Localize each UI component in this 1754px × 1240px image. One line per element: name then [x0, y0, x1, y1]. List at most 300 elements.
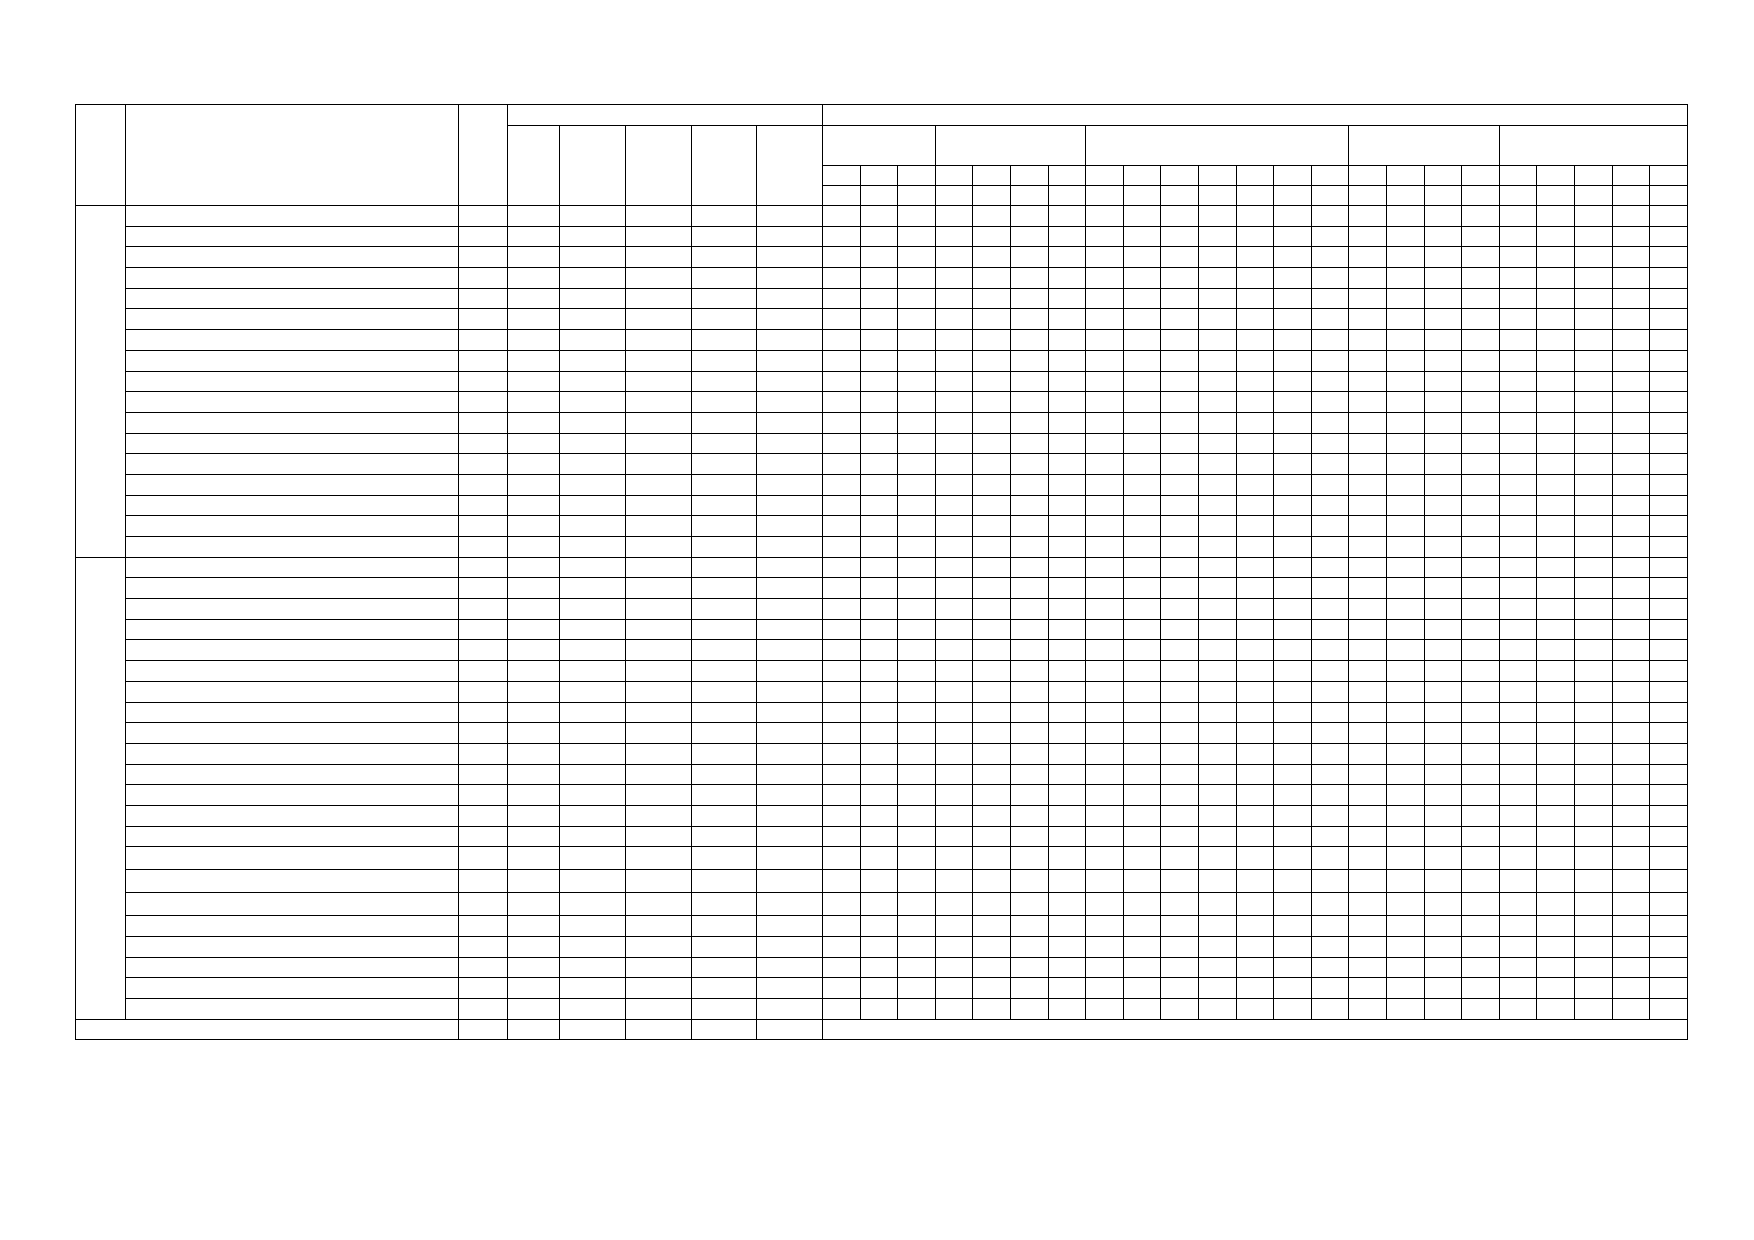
clause-cell: [1424, 392, 1462, 413]
clause-cell: [1048, 226, 1086, 247]
header-subclause-prefix: [1274, 166, 1312, 186]
clause-cell: [1311, 474, 1349, 495]
credit-poc1: [508, 957, 560, 978]
credit-poc5: [757, 268, 823, 289]
check-mark-icon: [1424, 702, 1462, 723]
course-credit: [459, 454, 508, 475]
clause-cell: [1349, 495, 1387, 516]
clause-cell: [1574, 495, 1612, 516]
clause-cell: [1650, 206, 1688, 227]
clause-cell: [1462, 206, 1500, 227]
clause-cell: [1161, 288, 1199, 309]
check-mark-icon: [1274, 957, 1312, 978]
check-mark-icon: [823, 702, 861, 723]
check-mark-icon: [1574, 412, 1612, 433]
check-mark-icon: [1424, 978, 1462, 999]
credit-poc3: [626, 226, 692, 247]
clause-cell: [935, 578, 973, 599]
credit-poc4: [692, 999, 757, 1020]
check-mark-icon: [898, 937, 936, 958]
clause-cell: [1424, 206, 1462, 227]
clause-cell: [1462, 268, 1500, 289]
check-mark-icon: [1236, 516, 1274, 537]
check-mark-icon: [823, 599, 861, 620]
clause-cell: [1462, 516, 1500, 537]
credit-poc2: [560, 999, 626, 1020]
clause-cell: [973, 537, 1011, 558]
check-mark-icon: [1424, 937, 1462, 958]
clause-cell: [1386, 330, 1424, 351]
check-mark-icon: [1199, 557, 1237, 578]
clause-cell: [1123, 392, 1161, 413]
header-subclause-number: [1123, 186, 1161, 206]
course-name: [126, 847, 459, 870]
clause-cell: [898, 247, 936, 268]
clause-cell: [1274, 474, 1312, 495]
total-empty: [823, 1019, 1688, 1039]
clause-cell: [1574, 599, 1612, 620]
clause-cell: [1537, 764, 1575, 785]
header-subclause-prefix: [1462, 166, 1500, 186]
clause-cell: [1236, 226, 1274, 247]
clause-cell: [1462, 247, 1500, 268]
credit-poc5: [757, 247, 823, 268]
clause-cell: [1311, 870, 1349, 893]
check-mark-icon: [1311, 702, 1349, 723]
clause-cell: [1349, 557, 1387, 578]
clause-cell: [860, 537, 898, 558]
check-mark-icon: [1424, 847, 1462, 870]
clause-cell: [973, 474, 1011, 495]
credit-poc5: [757, 957, 823, 978]
clause-cell: [1574, 723, 1612, 744]
course-row: [76, 978, 1688, 999]
clause-cell: [1574, 743, 1612, 764]
credit-poc1: [508, 206, 560, 227]
course-name: [126, 474, 459, 495]
credit-poc3: [626, 557, 692, 578]
clause-cell: [1612, 350, 1650, 371]
check-mark-icon: [1048, 978, 1086, 999]
check-mark-icon: [1123, 957, 1161, 978]
credit-poc4: [692, 392, 757, 413]
clause-cell: [1462, 702, 1500, 723]
clause-cell: [1650, 893, 1688, 916]
clause-cell: [1236, 288, 1274, 309]
clause-cell: [1537, 392, 1575, 413]
credit-poc5: [757, 764, 823, 785]
clause-cell: [1048, 309, 1086, 330]
header-subclause-number: [1161, 186, 1199, 206]
check-mark-icon: [1311, 937, 1349, 958]
clause-cell: [1048, 661, 1086, 682]
total-poc2: [560, 1019, 626, 1039]
clause-cell: [1199, 619, 1237, 640]
check-mark-icon: [860, 847, 898, 870]
header-credit-poc5: [757, 126, 823, 206]
clause-cell: [1048, 826, 1086, 847]
clause-cell: [1574, 350, 1612, 371]
check-mark-icon: [1123, 743, 1161, 764]
check-mark-icon: [1274, 702, 1312, 723]
check-mark-icon: [823, 371, 861, 392]
clause-cell: [1311, 557, 1349, 578]
clause-cell: [1011, 330, 1049, 351]
course-name: [126, 957, 459, 978]
credit-poc1: [508, 893, 560, 916]
check-mark-icon: [1086, 371, 1124, 392]
clause-cell: [935, 247, 973, 268]
clause-cell: [935, 847, 973, 870]
clause-cell: [1161, 350, 1199, 371]
clause-cell: [1349, 433, 1387, 454]
check-mark-icon: [1199, 826, 1237, 847]
clause-cell: [973, 454, 1011, 475]
course-credit: [459, 474, 508, 495]
clause-cell: [1462, 599, 1500, 620]
clause-cell: [1161, 999, 1199, 1020]
clause-cell: [898, 661, 936, 682]
clause-cell: [1612, 537, 1650, 558]
clause-cell: [1612, 916, 1650, 937]
clause-cell: [1462, 495, 1500, 516]
clause-cell: [1612, 206, 1650, 227]
clause-cell: [1386, 495, 1424, 516]
clause-cell: [1349, 640, 1387, 661]
course-credit: [459, 723, 508, 744]
check-mark-icon: [1349, 681, 1387, 702]
course-name: [126, 309, 459, 330]
clause-cell: [1311, 826, 1349, 847]
check-mark-icon: [1086, 764, 1124, 785]
credit-poc1: [508, 330, 560, 351]
header-subclause-prefix: [1123, 166, 1161, 186]
clause-cell: [1311, 619, 1349, 640]
clause-cell: [1612, 785, 1650, 806]
check-mark-icon: [1424, 723, 1462, 744]
credit-poc2: [560, 764, 626, 785]
check-mark-icon: [1537, 412, 1575, 433]
header-subclause-number: [1499, 186, 1537, 206]
credit-poc3: [626, 474, 692, 495]
clause-cell: [823, 350, 861, 371]
header-credit: [459, 105, 508, 206]
clause-cell: [1574, 893, 1612, 916]
clause-cell: [1612, 599, 1650, 620]
credit-poc2: [560, 870, 626, 893]
header-subclause-number: [860, 186, 898, 206]
check-mark-icon: [1424, 640, 1462, 661]
clause-cell: [1574, 702, 1612, 723]
clause-cell: [823, 516, 861, 537]
credit-poc2: [560, 723, 626, 744]
credit-poc5: [757, 916, 823, 937]
credit-poc3: [626, 681, 692, 702]
clause-cell: [823, 268, 861, 289]
clause-cell: [935, 330, 973, 351]
clause-cell: [1011, 268, 1049, 289]
header-subclause-prefix: [1311, 166, 1349, 186]
clause-cell: [1574, 557, 1612, 578]
credit-poc4: [692, 764, 757, 785]
course-credit: [459, 702, 508, 723]
clause-cell: [1349, 330, 1387, 351]
credit-poc1: [508, 681, 560, 702]
clause-cell: [1236, 537, 1274, 558]
check-mark-icon: [1650, 599, 1688, 620]
clause-cell: [1462, 870, 1500, 893]
course-credit: [459, 978, 508, 999]
check-mark-icon: [1349, 978, 1387, 999]
credit-poc2: [560, 557, 626, 578]
check-mark-icon: [823, 785, 861, 806]
course-name: [126, 916, 459, 937]
check-mark-icon: [1386, 847, 1424, 870]
clause-cell: [1612, 805, 1650, 826]
clause-cell: [1236, 957, 1274, 978]
clause-cell: [1499, 640, 1537, 661]
header-subclause-prefix: [1650, 166, 1688, 186]
clause-cell: [973, 937, 1011, 958]
credit-poc3: [626, 805, 692, 826]
credit-poc3: [626, 309, 692, 330]
credit-poc5: [757, 578, 823, 599]
clause-cell: [1574, 661, 1612, 682]
course-name: [126, 454, 459, 475]
credit-poc3: [626, 433, 692, 454]
clause-cell: [1499, 392, 1537, 413]
clause-cell: [860, 495, 898, 516]
check-mark-icon: [860, 999, 898, 1020]
check-mark-icon: [1236, 916, 1274, 937]
credit-poc2: [560, 661, 626, 682]
check-mark-icon: [935, 640, 973, 661]
check-mark-icon: [1386, 826, 1424, 847]
clause-cell: [898, 206, 936, 227]
clause-cell: [1048, 495, 1086, 516]
credit-poc5: [757, 537, 823, 558]
clause-cell: [1011, 392, 1049, 413]
course-name: [126, 350, 459, 371]
clause-cell: [1499, 454, 1537, 475]
clause-cell: [1086, 309, 1124, 330]
clause-cell: [1311, 743, 1349, 764]
clause-cell: [1311, 516, 1349, 537]
course-row: [76, 226, 1688, 247]
check-mark-icon: [1161, 640, 1199, 661]
clause-cell: [1236, 412, 1274, 433]
clause-cell: [1612, 288, 1650, 309]
clause-cell: [1311, 723, 1349, 744]
check-mark-icon: [1424, 805, 1462, 826]
clause-cell: [823, 537, 861, 558]
clause-cell: [1199, 937, 1237, 958]
clause-cell: [1499, 661, 1537, 682]
course-credit: [459, 578, 508, 599]
clause-cell: [1650, 309, 1688, 330]
course-row: [76, 619, 1688, 640]
check-mark-icon: [1161, 537, 1199, 558]
clause-cell: [1011, 893, 1049, 916]
course-row: [76, 826, 1688, 847]
credit-poc3: [626, 599, 692, 620]
clause-cell: [1424, 433, 1462, 454]
check-mark-icon: [1612, 702, 1650, 723]
clause-cell: [1537, 661, 1575, 682]
credit-poc3: [626, 723, 692, 744]
clause-cell: [1236, 847, 1274, 870]
credit-poc2: [560, 916, 626, 937]
credit-poc3: [626, 916, 692, 937]
clause-cell: [1011, 743, 1049, 764]
credit-poc2: [560, 495, 626, 516]
clause-cell: [1650, 999, 1688, 1020]
clause-cell: [1537, 937, 1575, 958]
clause-cell: [1161, 412, 1199, 433]
credit-poc5: [757, 454, 823, 475]
course-row: [76, 681, 1688, 702]
clause-cell: [1161, 785, 1199, 806]
clause-cell: [1349, 268, 1387, 289]
clause-cell: [1161, 557, 1199, 578]
course-credit: [459, 350, 508, 371]
check-mark-icon: [1499, 371, 1537, 392]
credit-poc3: [626, 743, 692, 764]
clause-cell: [1048, 619, 1086, 640]
clause-cell: [898, 268, 936, 289]
clause-cell: [1499, 785, 1537, 806]
clause-cell: [1424, 599, 1462, 620]
course-name: [126, 743, 459, 764]
credit-poc5: [757, 226, 823, 247]
check-mark-icon: [823, 743, 861, 764]
clause-cell: [1574, 957, 1612, 978]
clause-cell: [1612, 557, 1650, 578]
course-row: [76, 599, 1688, 620]
clause-cell: [1086, 247, 1124, 268]
check-mark-icon: [823, 847, 861, 870]
credit-poc2: [560, 619, 626, 640]
check-mark-icon: [1650, 578, 1688, 599]
check-mark-icon: [1386, 371, 1424, 392]
clause-cell: [1048, 847, 1086, 870]
check-mark-icon: [1386, 978, 1424, 999]
credit-poc4: [692, 537, 757, 558]
clause-cell: [1650, 764, 1688, 785]
course-name: [126, 661, 459, 682]
clause-cell: [1537, 999, 1575, 1020]
check-mark-icon: [860, 826, 898, 847]
clause-cell: [1311, 309, 1349, 330]
credit-poc5: [757, 640, 823, 661]
check-mark-icon: [1011, 412, 1049, 433]
credit-poc4: [692, 516, 757, 537]
course-credit: [459, 893, 508, 916]
check-mark-icon: [1236, 474, 1274, 495]
clause-cell: [1011, 516, 1049, 537]
header-subclause-number: [1274, 186, 1312, 206]
course-credit: [459, 826, 508, 847]
check-mark-icon: [1123, 433, 1161, 454]
course-name: [126, 433, 459, 454]
credit-poc4: [692, 826, 757, 847]
course-name: [126, 516, 459, 537]
clause-cell: [1161, 805, 1199, 826]
clause-cell: [1462, 288, 1500, 309]
course-row: [76, 937, 1688, 958]
clause-cell: [1236, 805, 1274, 826]
credit-poc3: [626, 412, 692, 433]
check-mark-icon: [1386, 681, 1424, 702]
check-mark-icon: [1161, 723, 1199, 744]
clause-cell: [1386, 870, 1424, 893]
course-row: [76, 847, 1688, 870]
check-mark-icon: [1424, 826, 1462, 847]
check-mark-icon: [1311, 978, 1349, 999]
credit-poc4: [692, 661, 757, 682]
clause-cell: [1537, 619, 1575, 640]
check-mark-icon: [1349, 226, 1387, 247]
check-mark-icon: [973, 723, 1011, 744]
clause-cell: [1574, 805, 1612, 826]
clause-cell: [860, 412, 898, 433]
check-mark-icon: [1086, 661, 1124, 682]
clause-cell: [973, 599, 1011, 620]
clause-cell: [1462, 785, 1500, 806]
clause-cell: [1199, 516, 1237, 537]
check-mark-icon: [1274, 999, 1312, 1020]
clause-cell: [1499, 937, 1537, 958]
credit-poc1: [508, 495, 560, 516]
clause-cell: [973, 288, 1011, 309]
credit-poc4: [692, 226, 757, 247]
course-name: [126, 392, 459, 413]
check-mark-icon: [1199, 640, 1237, 661]
credit-poc4: [692, 247, 757, 268]
credit-poc5: [757, 350, 823, 371]
check-mark-icon: [1537, 599, 1575, 620]
clause-cell: [1161, 870, 1199, 893]
course-credit: [459, 516, 508, 537]
clause-cell: [1123, 893, 1161, 916]
clause-cell: [973, 412, 1011, 433]
credit-poc5: [757, 743, 823, 764]
check-mark-icon: [1086, 578, 1124, 599]
clause-cell: [1424, 309, 1462, 330]
clause-cell: [1311, 350, 1349, 371]
credit-poc1: [508, 309, 560, 330]
clause-cell: [860, 661, 898, 682]
check-mark-icon: [1612, 847, 1650, 870]
check-mark-icon: [1537, 247, 1575, 268]
check-mark-icon: [1386, 350, 1424, 371]
header-subclause-prefix: [1424, 166, 1462, 186]
clause-cell: [1123, 537, 1161, 558]
clause-cell: [1574, 870, 1612, 893]
credit-poc2: [560, 309, 626, 330]
clause-cell: [1499, 350, 1537, 371]
clause-cell: [1161, 330, 1199, 351]
clause-cell: [1236, 371, 1274, 392]
credit-poc5: [757, 371, 823, 392]
credit-poc1: [508, 268, 560, 289]
clause-cell: [1048, 764, 1086, 785]
credit-poc3: [626, 516, 692, 537]
clause-cell: [1311, 226, 1349, 247]
clause-cell: [1011, 661, 1049, 682]
clause-cell: [898, 454, 936, 475]
check-mark-icon: [935, 392, 973, 413]
